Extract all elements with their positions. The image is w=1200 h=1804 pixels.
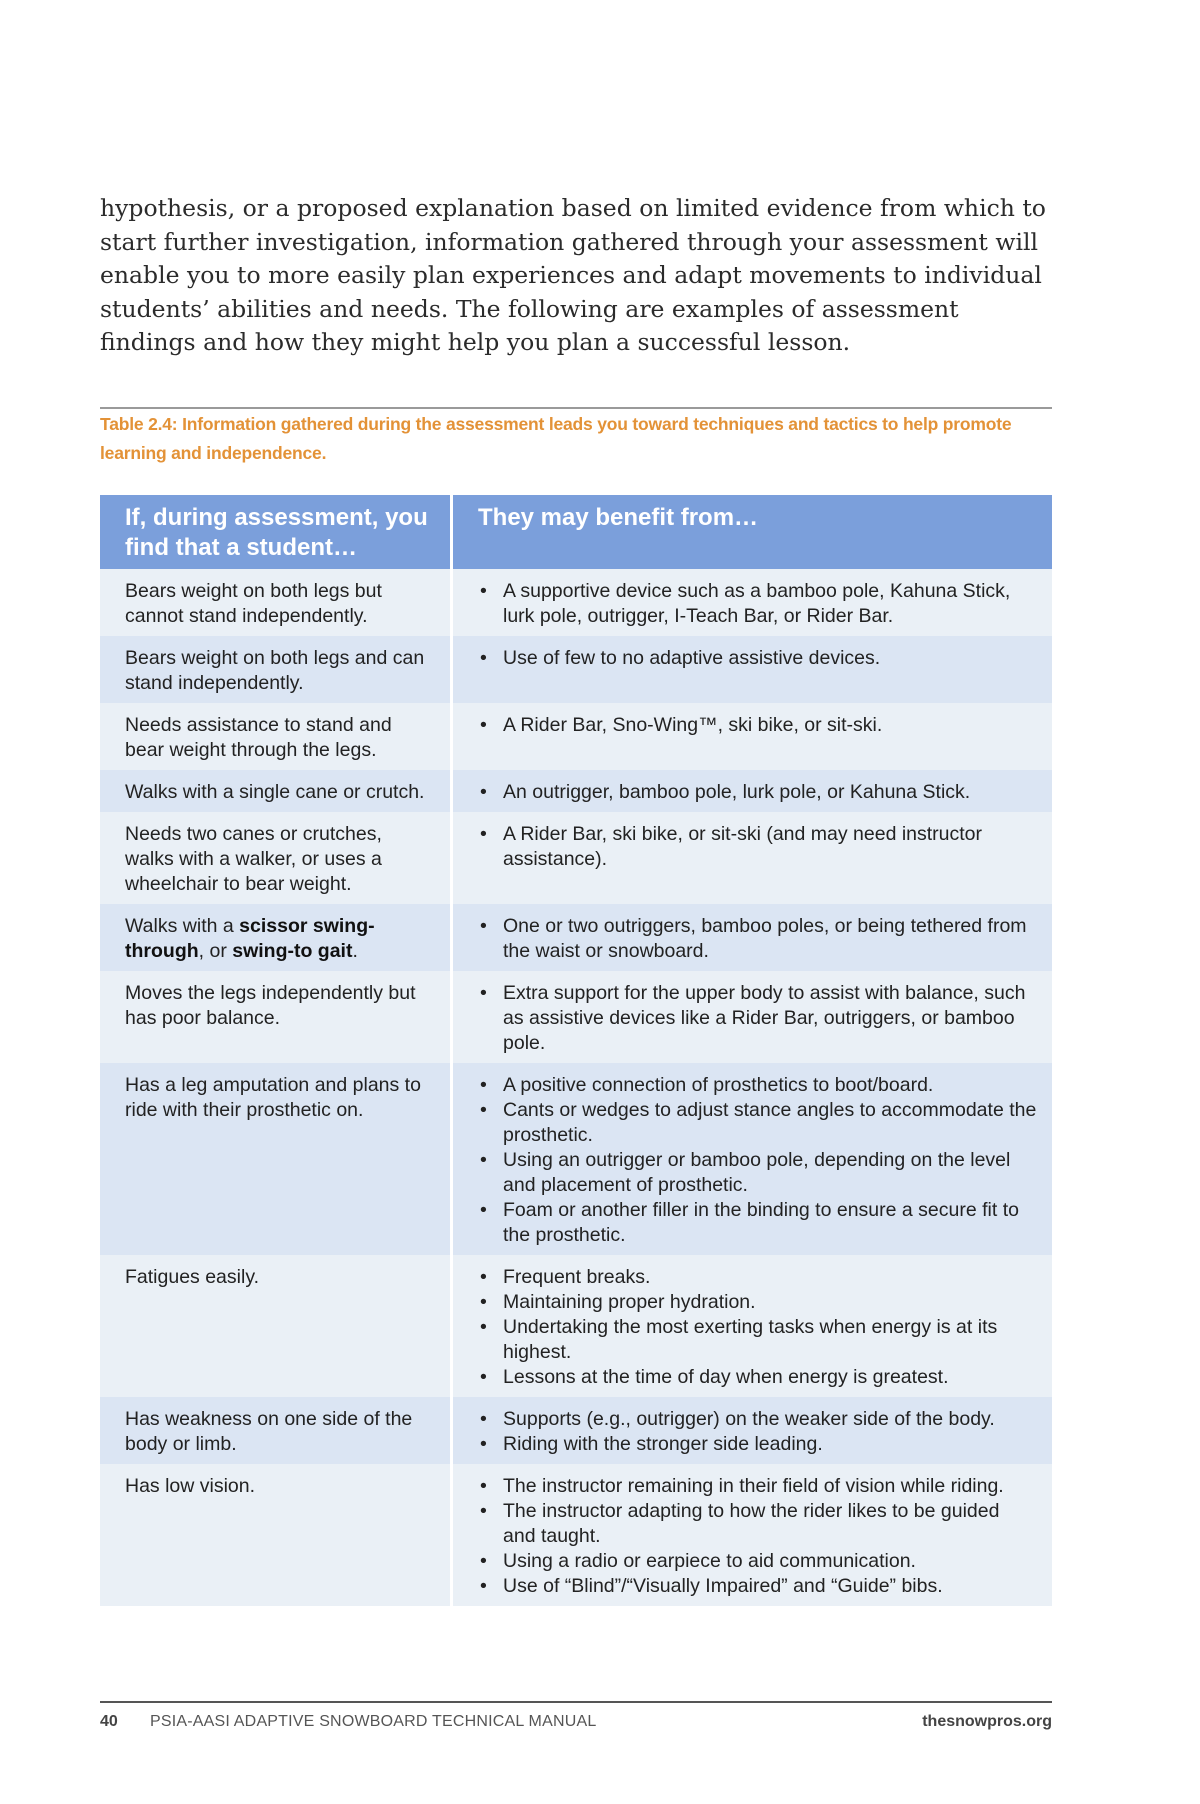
table-caption: Table 2.4: Information gathered during the assessment leads you toward techniques and tactics to help promote learning and independence. bbox=[100, 414, 1012, 463]
benefit-cell bbox=[452, 770, 1053, 812]
finding-cell: Walks with a single cane or crutch. bbox=[100, 770, 452, 812]
benefit-item: • One or two outriggers, bamboo poles, or being tethered from the waist or snowboard. bbox=[478, 914, 1037, 964]
finding-cell: Bears weight on both legs but cannot stand independently. bbox=[100, 569, 452, 636]
table-row bbox=[100, 904, 1052, 971]
benefit-item: • Riding with the stronger side leading. bbox=[478, 1432, 1037, 1457]
benefit-cell bbox=[452, 1063, 1053, 1255]
table-row bbox=[100, 1397, 1052, 1464]
benefit-item: • Maintaining proper hydration. bbox=[478, 1290, 1037, 1315]
benefit-cell bbox=[452, 569, 1053, 636]
table-row bbox=[100, 569, 1052, 636]
benefit-item: • A Rider Bar, ski bike, or sit-ski (and may need instructor assistance). bbox=[478, 822, 1037, 872]
manual-title: PSIA-AASI ADAPTIVE SNOWBOARD TECHNICAL MANUAL bbox=[150, 1713, 597, 1730]
finding-cell: Needs assistance to stand and bear weight through the legs. bbox=[100, 703, 452, 770]
table-row bbox=[100, 636, 1052, 703]
benefit-item: • The instructor adapting to how the rider likes to be guided and taught. bbox=[478, 1499, 1037, 1549]
benefit-cell bbox=[452, 812, 1053, 904]
finding-cell: Fatigues easily. bbox=[100, 1255, 452, 1397]
benefit-cell bbox=[452, 703, 1053, 770]
benefit-item: • An outrigger, bamboo pole, lurk pole, or Kahuna Stick. bbox=[478, 780, 1037, 805]
benefit-cell bbox=[452, 636, 1053, 703]
footer-rule bbox=[100, 1701, 1052, 1703]
finding-cell: Has low vision. bbox=[100, 1464, 452, 1606]
benefit-cell bbox=[452, 904, 1053, 971]
table-row bbox=[100, 1255, 1052, 1397]
table-row bbox=[100, 1464, 1052, 1606]
benefit-item: • Using an outrigger or bamboo pole, depending on the level and placement of prosthetic. bbox=[478, 1148, 1037, 1198]
finding-cell bbox=[100, 904, 452, 971]
benefit-item: • A supportive device such as a bamboo pole, Kahuna Stick, lurk pole, outrigger, I-Teach Bar, or Rider Bar. bbox=[478, 579, 1037, 629]
benefit-item: • A positive connection of prosthetics to boot/board. bbox=[478, 1073, 1037, 1098]
website-link[interactable]: thesnowpros.org bbox=[922, 1713, 1052, 1730]
benefit-cell bbox=[452, 1464, 1053, 1606]
table-row bbox=[100, 703, 1052, 770]
benefit-item: • Lessons at the time of day when energy is greatest. bbox=[478, 1365, 1037, 1390]
benefit-item: • Undertaking the most exerting tasks when energy is at its highest. bbox=[478, 1315, 1037, 1365]
benefit-item: • A Rider Bar, Sno-Wing™, ski bike, or sit-ski. bbox=[478, 713, 1037, 738]
intro-paragraph: hypothesis, or a proposed explanation based on limited evidence from which to start further investigation, information gathered through your assessment will enable you to more easily plan experiences and adapt movements to individual students’ abilities and needs. The following are examples of assessment findings and how they might help you plan a successful lesson. bbox=[100, 194, 1046, 356]
benefit-item: • Using a radio or earpiece to aid communication. bbox=[478, 1549, 1037, 1574]
benefit-item: • Use of few to no adaptive assistive devices. bbox=[478, 646, 1037, 671]
finding-text: , or bbox=[198, 940, 233, 962]
benefit-item: • Extra support for the upper body to assist with balance, such as assistive devices like a Rider Bar, outriggers, or bamboo pole. bbox=[478, 981, 1037, 1056]
benefit-item: • Use of “Blind”/“Visually Impaired” and “Guide” bibs. bbox=[478, 1574, 1037, 1599]
finding-text: . bbox=[352, 940, 358, 962]
finding-cell: Bears weight on both legs and can stand independently. bbox=[100, 636, 452, 703]
finding-cell: Has a leg amputation and plans to ride with their prosthetic on. bbox=[100, 1063, 452, 1255]
table-row bbox=[100, 1063, 1052, 1255]
benefit-item: • Frequent breaks. bbox=[478, 1265, 1037, 1290]
term-swing-to-gait: swing-to gait bbox=[232, 940, 353, 962]
benefit-cell bbox=[452, 971, 1053, 1063]
benefit-cell bbox=[452, 1397, 1053, 1464]
page-footer bbox=[100, 1710, 1052, 1734]
benefit-item: • The instructor remaining in their field of vision while riding. bbox=[478, 1474, 1037, 1499]
table-row bbox=[100, 770, 1052, 812]
term-scissor-swing-through: scissor swing-through bbox=[125, 915, 375, 962]
page-number: 40 bbox=[100, 1713, 118, 1730]
finding-text: Walks with a bbox=[125, 915, 240, 937]
benefit-item: • Foam or another filler in the binding to ensure a secure fit to the prosthetic. bbox=[478, 1198, 1037, 1248]
assessment-table bbox=[100, 495, 1052, 1606]
column-header-finding: If, during assessment, you find that a student… bbox=[100, 495, 452, 569]
finding-cell: Needs two canes or crutches, walks with a walker, or uses a wheelchair to bear weight. bbox=[100, 812, 452, 904]
column-header-benefit: They may benefit from… bbox=[452, 495, 1053, 569]
benefit-item: • Cants or wedges to adjust stance angles to accommodate the prosthetic. bbox=[478, 1098, 1037, 1148]
benefit-cell bbox=[452, 1255, 1053, 1397]
table-row bbox=[100, 812, 1052, 904]
table-header-row bbox=[100, 495, 1052, 569]
finding-cell: Has weakness on one side of the body or limb. bbox=[100, 1397, 452, 1464]
caption-rule bbox=[100, 407, 1052, 409]
benefit-item: • Supports (e.g., outrigger) on the weaker side of the body. bbox=[478, 1407, 1037, 1432]
table-row bbox=[100, 971, 1052, 1063]
finding-cell: Moves the legs independently but has poor balance. bbox=[100, 971, 452, 1063]
